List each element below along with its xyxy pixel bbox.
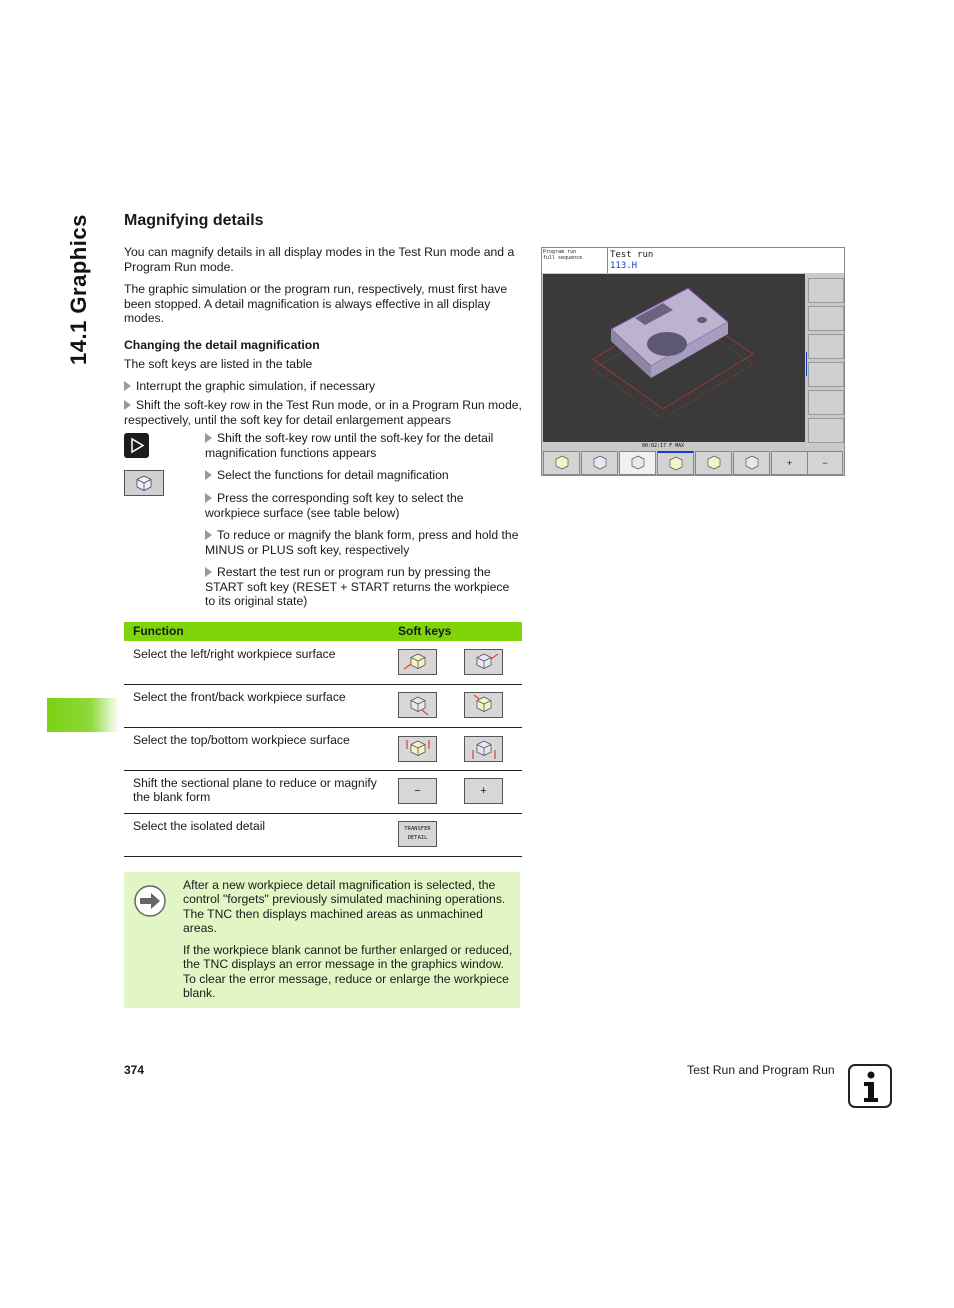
bullet-arrow-icon [205, 470, 212, 480]
table-row [124, 728, 522, 771]
screen-softkey-row [543, 451, 843, 475]
note-paragraph-1: After a new workpiece detail magnification is selected, the control "forgets" previously simulated machining operations. The TNC then displays machined areas as unmachined areas. [183, 878, 506, 935]
row-function: Shift the sectional plane to reduce or magnify the blank form [133, 776, 377, 804]
subheading: Changing the detail magnification [124, 338, 320, 352]
cube-icon [666, 455, 686, 473]
detail-magnification-softkey[interactable] [124, 470, 164, 496]
top-surface-softkey[interactable] [398, 736, 437, 762]
table-row [124, 814, 522, 857]
bottom-surface-icon [466, 737, 502, 761]
workpiece-3d-view [543, 274, 805, 442]
screen-plus-key[interactable]: + [771, 451, 808, 475]
note-box [124, 872, 520, 1008]
cube-icon [590, 454, 610, 472]
bullet-arrow-icon [205, 530, 212, 540]
header-function: Function [133, 624, 184, 638]
bullet-arrow-icon [124, 400, 131, 410]
info-icon [848, 1064, 892, 1108]
screen-back-surface-key[interactable] [657, 451, 694, 475]
screen-minus-key[interactable]: − [807, 451, 843, 475]
back-surface-softkey[interactable] [464, 692, 503, 718]
substep-5: Restart the test run or program run by pressing the START soft key (RESET + START returns the workpiece to its original state) [205, 565, 510, 608]
right-surface-softkey[interactable] [464, 649, 503, 675]
next-softkey-row-key[interactable] [124, 433, 149, 458]
table-row [124, 641, 522, 685]
step-2: Shift the soft-key row in the Test Run mode, or in a Program Run mode, respectively, until the soft key for detail enlargement appears [124, 398, 522, 427]
front-surface-softkey[interactable] [398, 692, 437, 718]
screen-status: 00:02:17 F MAX [642, 443, 685, 449]
bullet-arrow-icon [205, 493, 212, 503]
chapter-name: Test Run and Program Run [687, 1063, 835, 1077]
cube-icon [125, 471, 163, 495]
row-function: Select the left/right workpiece surface [133, 647, 336, 661]
intro-line: The soft keys are listed in the table [124, 357, 313, 371]
softkey-table [124, 622, 522, 857]
back-surface-icon [466, 693, 502, 717]
screen-header [542, 248, 844, 273]
tnc-screenshot [541, 247, 845, 476]
cube-icon [704, 454, 724, 472]
arrow-right-icon [133, 884, 167, 918]
substep-4: To reduce or magnify the blank form, press and hold the MINUS or PLUS soft key, respectively [205, 528, 519, 557]
screen-bottom-surface-key[interactable] [733, 451, 770, 475]
top-surface-icon [400, 737, 436, 761]
screen-mode: Program run full sequence [543, 249, 583, 261]
screen-title: Test run 113.H [610, 250, 654, 271]
side-softkey[interactable] [808, 306, 844, 331]
left-surface-softkey[interactable] [398, 649, 437, 675]
row-function: Select the isolated detail [133, 819, 266, 833]
substep-1: Shift the soft-key row until the soft-key for the detail magnification functions appears [205, 431, 494, 460]
cube-icon [742, 454, 762, 472]
simulation-graphic [543, 274, 805, 442]
cube-icon [628, 454, 648, 472]
front-surface-icon [400, 693, 436, 717]
header-softkeys: Soft keys [398, 624, 452, 638]
plus-softkey[interactable]: + [464, 778, 503, 804]
side-softkey[interactable] [808, 362, 844, 387]
play-icon [124, 433, 149, 458]
minus-softkey[interactable]: − [398, 778, 437, 804]
screen-right-surface-key[interactable] [581, 451, 618, 475]
table-row [124, 685, 522, 728]
row-function: Select the top/bottom workpiece surface [133, 733, 350, 747]
table-header [124, 622, 522, 641]
bullet-arrow-icon [124, 381, 131, 391]
step-1: Interrupt the graphic simulation, if necessary [124, 379, 524, 394]
cube-icon [552, 454, 572, 472]
screen-front-surface-key[interactable] [619, 451, 656, 475]
side-softkey[interactable] [808, 390, 844, 415]
scroll-indicator [806, 352, 807, 376]
row-function: Select the front/back workpiece surface [133, 690, 346, 704]
side-softkey[interactable] [808, 334, 844, 359]
table-row [124, 771, 522, 814]
side-chapter-title: 14.1 Graphics [66, 214, 91, 365]
side-softkey[interactable] [808, 278, 844, 303]
paragraph-2: The graphic simulation or the program run, respectively, must first have been stopped. A detail magnification is always effective in all display modes. [124, 282, 508, 325]
bottom-surface-softkey[interactable] [464, 736, 503, 762]
page-number: 374 [124, 1063, 145, 1077]
left-surface-icon [400, 650, 436, 674]
substep-2: Select the functions for detail magnification [205, 468, 523, 483]
bullet-arrow-icon [205, 433, 212, 443]
chapter-tab-marker [47, 698, 119, 732]
paragraph-1: You can magnify details in all display modes in the Test Run mode and a Program Run mode. [124, 245, 515, 274]
substep-3: Press the corresponding soft key to select the workpiece surface (see table below) [205, 491, 464, 520]
bullet-arrow-icon [205, 567, 212, 577]
note-paragraph-2: If the workpiece blank cannot be further enlarged or reduced, the TNC displays an error message in the graphics window. To clear the error message, reduce or enlarge the workpiece blank. [183, 943, 513, 1000]
screen-left-surface-key[interactable] [543, 451, 580, 475]
info-glyph [850, 1066, 890, 1106]
side-softkey[interactable] [808, 418, 844, 443]
transfer-detail-softkey[interactable]: TRANSFER DETAIL [398, 821, 437, 847]
right-surface-icon [466, 650, 502, 674]
section-title: Magnifying details [124, 212, 264, 229]
screen-top-surface-key[interactable] [695, 451, 732, 475]
